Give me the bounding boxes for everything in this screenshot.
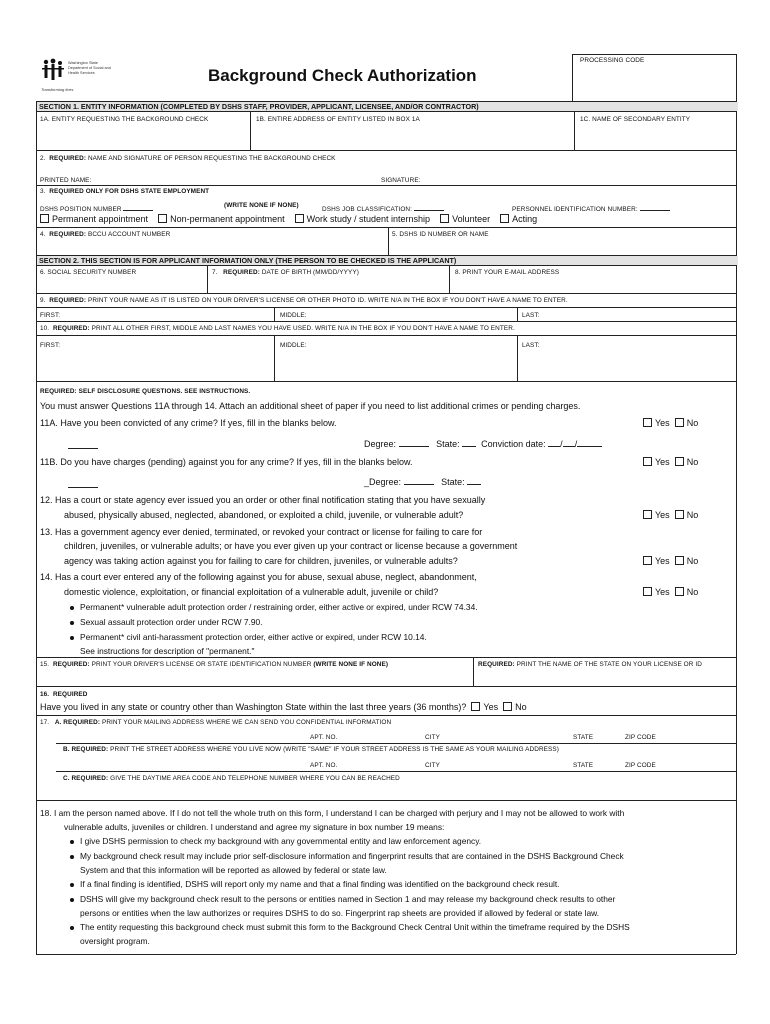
q14-bullet-2: Sexual assault protection order under RCW 7.90. <box>80 617 263 627</box>
position-number-label: DSHS POSITION NUMBER <box>40 202 153 213</box>
disclosure-intro: You must answer Questions 11A through 14. Attach an additional sheet of paper if you need to list additional crimes or pending charges. <box>40 401 581 411</box>
q14-bullet-3: Permanent* civil anti-harassment protection order, either active or expired, under RCW 10.14. <box>80 632 427 642</box>
section2-heading: SECTION 2. THIS SECTION IS FOR APPLICANT INFORMATION ONLY (THE PERSON TO BE CHECKED IS THE APPLICANT) <box>37 256 738 265</box>
q16-no-checkbox[interactable]: No <box>503 702 527 712</box>
bullet-icon <box>70 621 74 625</box>
field-1b-label: 1B. ENTIRE ADDRESS OF ENTITY LISTED IN BOX 1A <box>256 116 420 123</box>
field-9-last-label: LAST: <box>522 312 540 319</box>
q16-yes-checkbox[interactable]: Yes <box>471 702 498 712</box>
bullet-icon <box>70 636 74 640</box>
work-study-checkbox[interactable]: Work study / student internship <box>295 214 430 224</box>
q18-bullet-2a: My background check result may include prior self-disclosure information and fingerprint results that are contained in the DSHS Background Check <box>80 851 624 861</box>
people-logo-icon <box>41 58 67 84</box>
page-title: Background Check Authorization <box>208 66 477 85</box>
bullet-icon <box>70 855 74 859</box>
q14-bullet-1: Permanent* vulnerable adult protection order / restraining order, either active or expired, under RCW 74.34. <box>80 602 478 612</box>
q11a-answer[interactable]: Yes No <box>643 418 698 428</box>
field-3-label: 3. REQUIRED ONLY FOR DSHS STATE EMPLOYMENT <box>40 188 210 195</box>
field-15-label: 15. REQUIRED: PRINT YOUR DRIVER'S LICENSE OR STATE IDENTIFICATION NUMBER (WRITE NONE IF NONE) <box>40 661 389 668</box>
personnel-id-label: PERSONNEL IDENTIFICATION NUMBER: <box>512 202 670 213</box>
q18-bullet-5a: The entity requesting this background check must submit this form to the Background Check Central Unit within the timeframe required by the DSHS <box>80 922 630 932</box>
field-17c-label: C. REQUIRED: GIVE THE DAYTIME AREA CODE AND TELEPHONE NUMBER WHERE YOU CAN BE REACHED <box>63 775 400 782</box>
bullet-icon <box>70 898 74 902</box>
logo-tagline: Transforming lives <box>41 87 74 92</box>
q12-line2: abused, physically abused, neglected, abandoned, or exploited a child, juvenile, or vulnerable adult? <box>64 510 464 520</box>
field-16-question: Have you lived in any state or country other than Washington State within the last three years (36 months)? Yes No <box>40 702 527 712</box>
field-2-label: 2. REQUIRED: NAME AND SIGNATURE OF PERSON REQUESTING THE BACKGROUND CHECK <box>40 155 336 162</box>
bullet-icon <box>70 926 74 930</box>
field-10-last-label: LAST: <box>522 342 540 349</box>
processing-code-label: PROCESSING CODE <box>580 57 645 64</box>
field-9-middle-label: MIDDLE: <box>280 312 307 319</box>
bullet-icon <box>70 840 74 844</box>
bullet-icon <box>70 606 74 610</box>
field-9-first-label: FIRST: <box>40 312 61 319</box>
field-10-first-label: FIRST: <box>40 342 61 349</box>
q11a-text: 11A. Have you been convicted of any crime? If yes, fill in the blanks below. <box>40 418 337 428</box>
q18-bullet-1: I give DSHS permission to check my background with any governmental entity and law enforcement agency. <box>80 836 482 846</box>
apt-label: APT. NO. <box>310 734 338 741</box>
q11b-details: _Degree: State: <box>364 476 481 487</box>
disclosure-heading: REQUIRED: SELF DISCLOSURE QUESTIONS. SEE INSTRUCTIONS. <box>40 388 251 395</box>
section1-heading: SECTION 1. ENTITY INFORMATION (COMPLETED BY DSHS STAFF, PROVIDER, APPLICANT, LICENSEE, AND/OR CONTRACTOR) <box>37 102 738 111</box>
processing-code-field[interactable] <box>574 66 734 100</box>
q14-answer[interactable]: Yes No <box>643 587 698 597</box>
state-label: STATE <box>573 734 594 741</box>
field-17b-label: B. REQUIRED: PRINT THE STREET ADDRESS WHERE YOU LIVE NOW (WRITE "SAME" IF YOUR STREET ADDRESS IS THE SAME AS YOUR MAILING ADDRESS) <box>63 746 559 753</box>
city-label: CITY <box>425 762 440 769</box>
field-7-label: 7. REQUIRED: DATE OF BIRTH (MM/DD/YYYY) <box>212 269 359 276</box>
printed-name-label: PRINTED NAME: <box>40 177 92 184</box>
zip-label: ZIP CODE <box>625 734 656 741</box>
field-17a-label: 17. A. REQUIRED: PRINT YOUR MAILING ADDRESS WHERE WE CAN SEND YOU CONFIDENTIAL INFORMATION <box>40 719 392 726</box>
q18-bullet-4b: persons or entities when the law authorizes or requires DSHS to do so. Fingerprint rap sheets are provided if allowed by federal or state law. <box>80 908 600 918</box>
q11a-details: Degree: State: Conviction date: / / <box>364 438 602 449</box>
q14-note: See instructions for description of "permanent." <box>80 646 255 656</box>
non-permanent-checkbox[interactable]: Non-permanent appointment <box>158 214 285 224</box>
q13-line1: 13. Has a government agency ever denied, terminated, or revoked your contract or license for failing to care for <box>40 527 483 537</box>
field-15b-label: REQUIRED: PRINT THE NAME OF THE STATE ON YOUR LICENSE OR ID <box>478 661 702 668</box>
signature-label: SIGNATURE: <box>381 177 421 184</box>
q18-line1: 18. I am the person named above. If I do not tell the whole truth on this form, I understand I can be charged with perjury and I may not be allowed to work with <box>40 808 625 818</box>
field-6-label: 6. SOCIAL SECURITY NUMBER <box>40 269 137 276</box>
field-10-middle-label: MIDDLE: <box>280 342 307 349</box>
write-none-note: (WRITE NONE IF NONE) <box>224 202 299 209</box>
q18-line2: vulnerable adults, juveniles or children. I understand and agree my signature in box number 19 means: <box>64 822 445 832</box>
apt-label: APT. NO. <box>310 762 338 769</box>
field-16-label: 16. REQUIRED <box>40 691 88 698</box>
acting-checkbox[interactable]: Acting <box>500 214 537 224</box>
field-8-label: 8. PRINT YOUR E-MAIL ADDRESS <box>455 269 560 276</box>
q13-answer[interactable]: Yes No <box>643 556 698 566</box>
appointment-options <box>40 214 537 224</box>
state-label: STATE <box>573 762 594 769</box>
volunteer-checkbox[interactable]: Volunteer <box>440 214 490 224</box>
entity-address-input[interactable] <box>252 126 572 148</box>
secondary-entity-input[interactable] <box>576 126 734 148</box>
q14-line1: 14. Has a court ever entered any of the following against you for abuse, sexual abuse, neglect, abandonment, <box>40 572 477 582</box>
entity-requesting-input[interactable] <box>38 126 248 148</box>
job-classification-label: DSHS JOB CLASSIFICATION: <box>322 202 444 213</box>
field-9-label: 9. REQUIRED: PRINT YOUR NAME AS IT IS LISTED ON YOUR DRIVER'S LICENSE OR OTHER PHOTO ID. WRITE N/A IN THE BOX IF YOU DON'T HAVE A NAME TO ENTER. <box>40 297 568 304</box>
city-label: CITY <box>425 734 440 741</box>
field-5-label: 5. DSHS ID NUMBER OR NAME <box>392 231 489 238</box>
q18-bullet-3: If a final finding is identified, DSHS will report only my name and that a final finding was identified on the background check result. <box>80 879 560 889</box>
field-4-label: 4. REQUIRED: BCCU ACCOUNT NUMBER <box>40 231 171 238</box>
q13-line3: agency was taking action against you for failing to care for children, juveniles, or vulnerable adults? <box>64 556 458 566</box>
q18-bullet-4a: DSHS will give my background check result to the persons or entities named in Section 1 and may release my background check results to other <box>80 894 616 904</box>
q11b-text: 11B. Do you have charges (pending) against you for any crime? If yes, fill in the blanks below. <box>40 457 413 467</box>
zip-label: ZIP CODE <box>625 762 656 769</box>
field-1c-label: 1C. NAME OF SECONDARY ENTITY <box>580 116 691 123</box>
bullet-icon <box>70 883 74 887</box>
q12-line1: 12. Has a court or state agency ever issued you an order or other final notification stating that you have sexually <box>40 495 486 505</box>
q14-line2: domestic violence, exploitation, or financial exploitation of a vulnerable adult, juvenile or child? <box>64 587 439 597</box>
q18-bullet-2b: System and that this information will be reported as allowed by federal or state law. <box>80 865 387 875</box>
q13-line2: children, juveniles, or vulnerable adults; or have you ever given up your contract or license because a government <box>64 541 518 551</box>
field-1a-label: 1A. ENTITY REQUESTING THE BACKGROUND CHECK <box>40 116 209 123</box>
logo-text: Washington State Department of Social and Health Services <box>68 61 111 75</box>
dshs-logo <box>41 58 113 94</box>
q12-answer[interactable]: Yes No <box>643 510 698 520</box>
q11b-answer[interactable]: Yes No <box>643 457 698 467</box>
q18-bullet-5b: oversight program. <box>80 936 150 946</box>
field-10-label: 10. REQUIRED: PRINT ALL OTHER FIRST, MIDDLE AND LAST NAMES YOU HAVE USED. WRITE N/A IN THE BOX IF YOU DON'T HAVE A NAME TO ENTER. <box>40 325 515 332</box>
permanent-checkbox[interactable]: Permanent appointment <box>40 214 148 224</box>
